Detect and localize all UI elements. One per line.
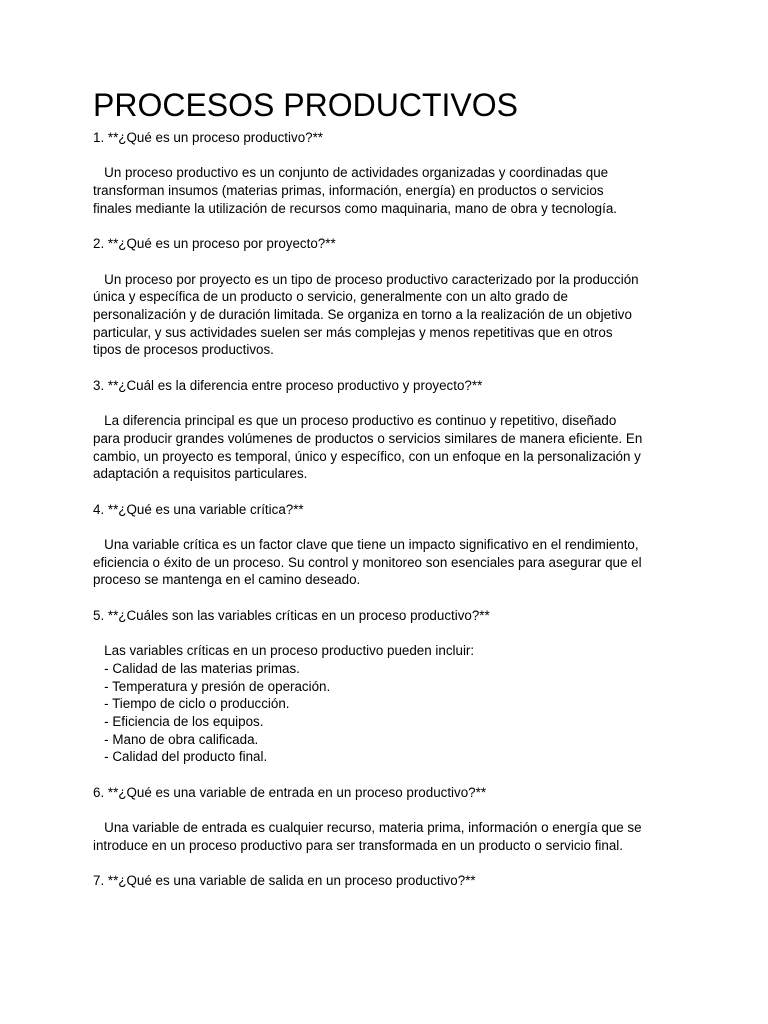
- answer-1-line-1: Un proceso productivo es un conjunto de actividades organizadas y coordinadas que: [93, 165, 609, 181]
- document-body: [93, 129, 683, 890]
- list-item: - Calidad del producto final.: [93, 749, 268, 765]
- answer-2-line-2: única y específica de un producto o servicio, generalmente con un alto grado de: [93, 289, 568, 305]
- spacer: [93, 218, 683, 236]
- question-1: 1. **¿Qué es un proceso productivo?**: [93, 130, 324, 145]
- answer-1-line-2: transforman insumos (materias primas, información, energía) en productos o servicios: [93, 183, 604, 199]
- answer-3-line-3: cambio, un proyecto es temporal, único y específico, con un enfoque en la personalización y: [93, 448, 641, 464]
- list-item: - Mano de obra calificada.: [93, 731, 259, 747]
- spacer: [93, 766, 683, 784]
- document-title: PROCESOS PRODUCTIVOS: [93, 87, 518, 123]
- spacer: [93, 625, 683, 643]
- answer-6-line-1: Una variable de entrada es cualquier recurso, materia prima, información o energía que se: [93, 820, 642, 836]
- spacer: [93, 359, 683, 377]
- question-5: 5. **¿Cuáles son las variables críticas en un proceso productivo?**: [93, 607, 490, 623]
- answer-4-line-2: eficiencia o éxito de un proceso. Su control y monitoreo son esenciales para asegurar que el: [93, 554, 642, 570]
- question-7: 7. **¿Qué es una variable de salida en un proceso productivo?**: [93, 873, 476, 889]
- answer-6-line-2: introduce en un proceso productivo para ser transformada en un producto o servicio final.: [93, 837, 623, 853]
- question-2: 2. **¿Qué es un proceso por proyecto?**: [93, 236, 336, 252]
- spacer: [93, 394, 683, 412]
- answer-2-line-3: personalización y de duración limitada. Se organiza en torno a la realización de un objetivo: [93, 306, 632, 322]
- question-6: 6. **¿Qué es una variable de entrada en un proceso productivo?**: [93, 784, 487, 800]
- spacer: [93, 483, 683, 501]
- answer-3-line-4: adaptación a requisitos particulares.: [93, 466, 308, 482]
- list-item: - Temperatura y presión de operación.: [93, 678, 331, 694]
- document-page: [93, 84, 683, 890]
- answer-1-line-3: finales mediante la utilización de recursos como maquinaria, mano de obra y tecnología.: [93, 200, 618, 216]
- spacer: [93, 253, 683, 271]
- spacer: [93, 802, 683, 820]
- spacer: [93, 147, 683, 165]
- list-item: - Eficiencia de los equipos.: [93, 714, 264, 730]
- answer-4-line-3: proceso se mantenga en el camino deseado.: [93, 572, 361, 588]
- answer-2-line-1: Un proceso por proyecto es un tipo de proceso productivo caracterizado por la producción: [93, 271, 639, 287]
- answer-3-line-2: para producir grandes volúmenes de productos o servicios similares de manera eficiente. En: [93, 430, 643, 446]
- list-item: - Calidad de las materias primas.: [93, 660, 300, 676]
- list-item: - Tiempo de ciclo o producción.: [93, 696, 290, 712]
- answer-5-line-1: Las variables críticas en un proceso productivo pueden incluir:: [93, 643, 475, 659]
- spacer: [93, 589, 683, 607]
- spacer: [93, 855, 683, 873]
- spacer: [93, 518, 683, 536]
- answer-3-line-1: La diferencia principal es que un proceso productivo es continuo y repetitivo, diseñado: [93, 413, 617, 429]
- answer-2-line-5: tipos de procesos productivos.: [93, 342, 274, 358]
- answer-2-line-4: particular, y sus actividades suelen ser más complejas y menos repetitivas que en otros: [93, 324, 613, 340]
- question-3: 3. **¿Cuál es la diferencia entre proceso productivo y proyecto?**: [93, 377, 483, 393]
- question-4: 4. **¿Qué es una variable crítica?**: [93, 501, 304, 517]
- answer-4-line-1: Una variable crítica es un factor clave que tiene un impacto significativo en el rendimiento,: [93, 537, 639, 553]
